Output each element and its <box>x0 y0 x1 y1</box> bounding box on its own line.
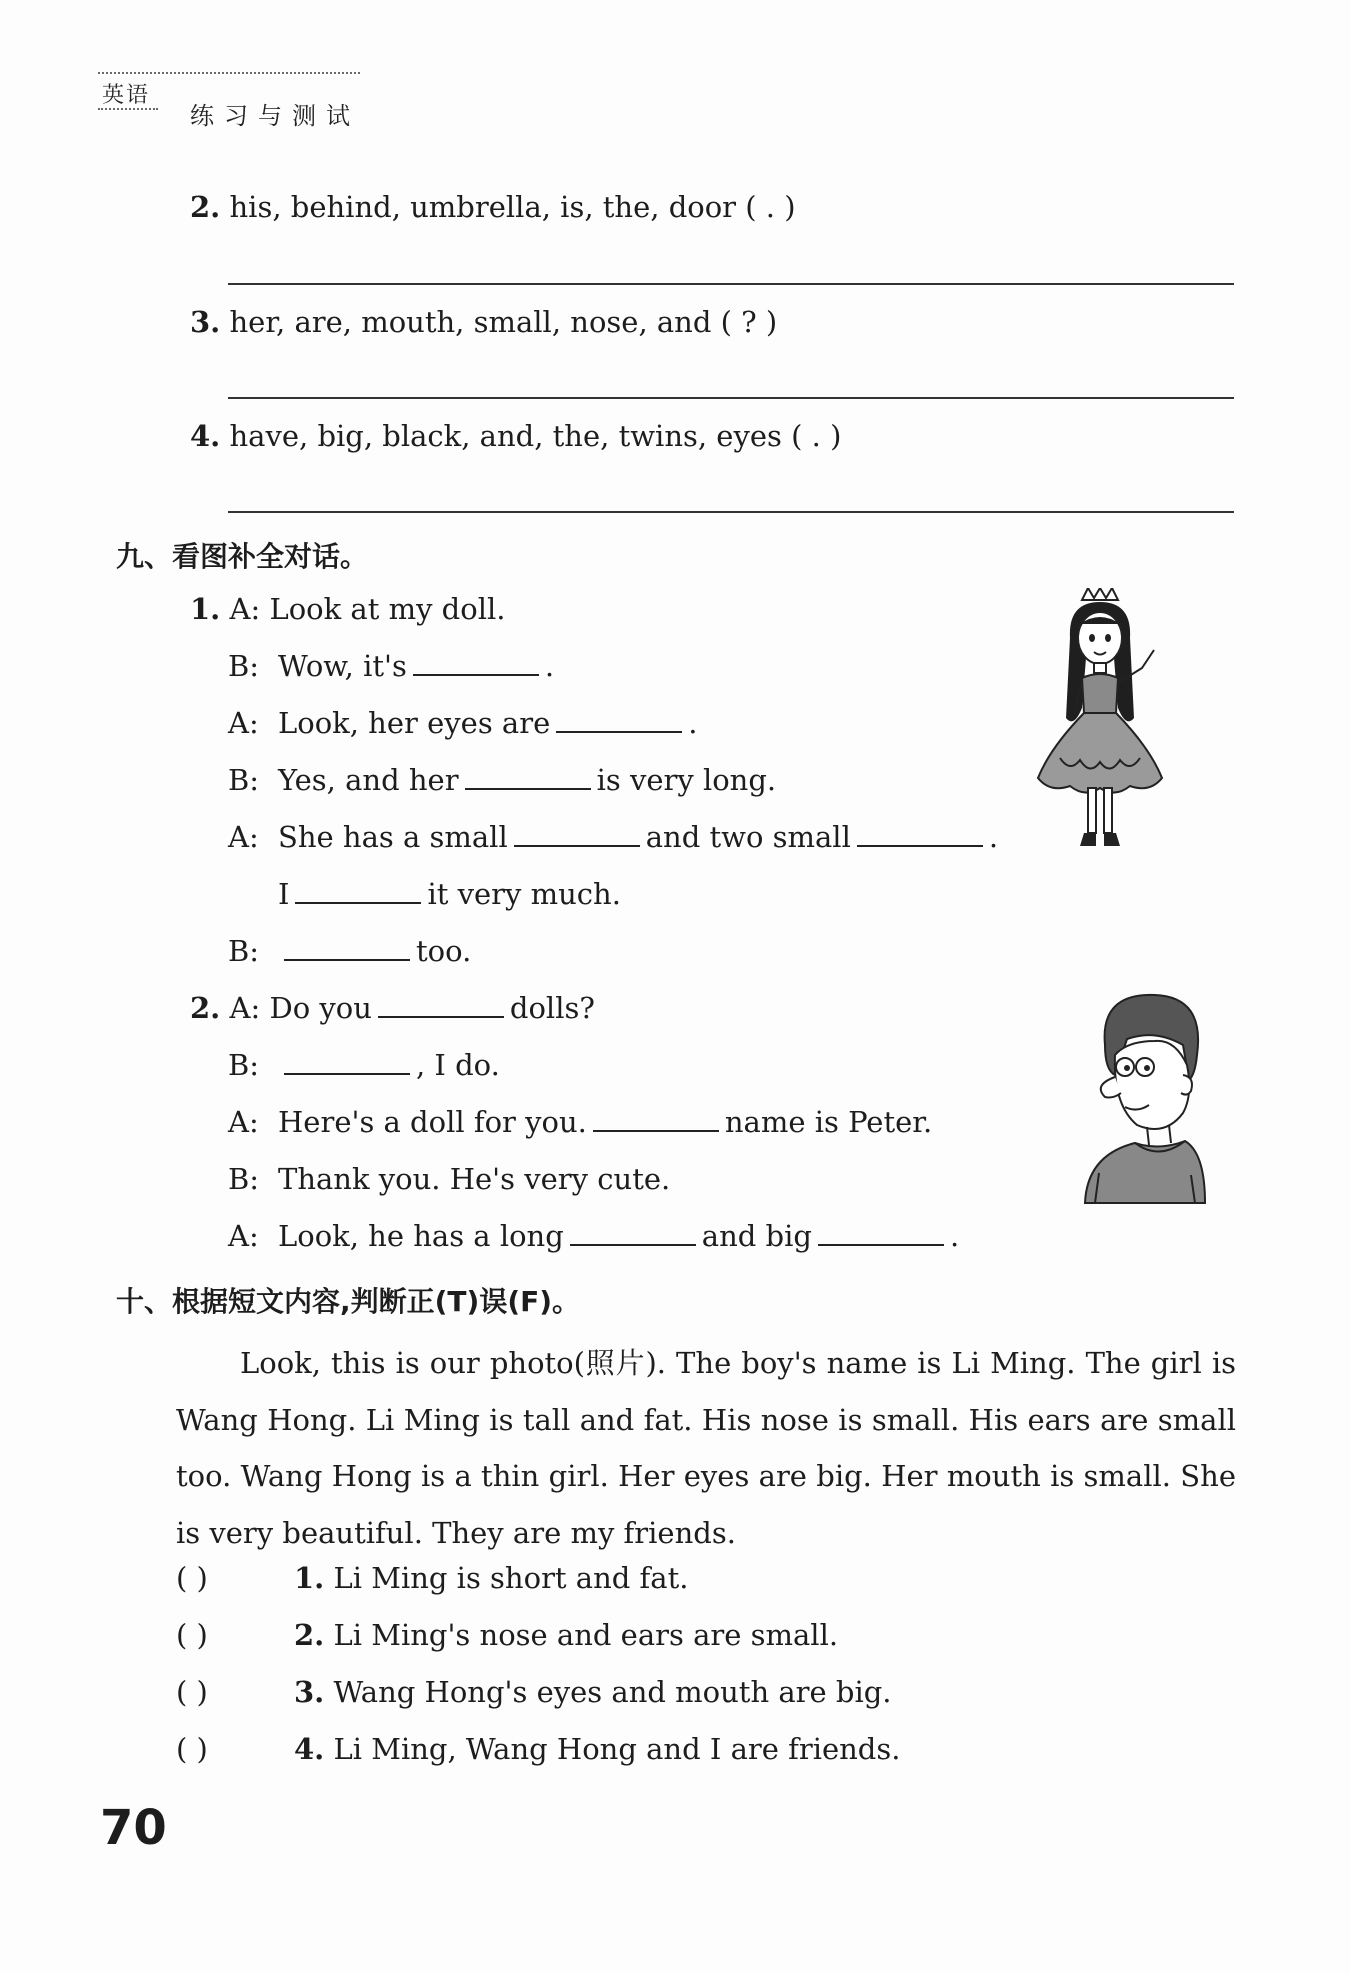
dialogue-2-line-4: B: Thank you. He's very cute. <box>228 1162 671 1196</box>
answer-parens[interactable]: ( ) <box>176 1732 208 1766</box>
blank[interactable] <box>818 1222 944 1246</box>
answer-line-4[interactable] <box>228 511 1234 513</box>
dialogue-1-line-7: B: too. <box>228 934 472 968</box>
dialogue-1-line-4: B: Yes, and her is very long. <box>228 763 777 797</box>
dialogue-2-line-5: A: Look, he has a long and big . <box>228 1219 960 1253</box>
judgment-item-1: ( ) 1. Li Ming is short and fat. <box>176 1561 689 1595</box>
answer-line-3[interactable] <box>228 397 1234 399</box>
header-book-title: 练习与测试 <box>190 102 360 130</box>
blank[interactable] <box>284 937 410 961</box>
header-subject: 英语 <box>102 83 151 108</box>
dialogue-1-line-3: A: Look, her eyes are . <box>228 706 698 740</box>
blank[interactable] <box>514 823 640 847</box>
dialogue-2-line-3: A: Here's a doll for you. name is Peter. <box>228 1105 933 1139</box>
section-10-title: 十、根据短文内容,判断正(T)误(F)。 <box>116 1285 581 1318</box>
section-9-title: 九、看图补全对话。 <box>116 540 369 573</box>
boy-doll-illustration <box>1065 985 1215 1205</box>
judgment-item-4: ( ) 4. Li Ming, Wang Hong and I are friends. <box>176 1732 901 1766</box>
dialogue-1-line-1: 1. A: Look at my doll. <box>190 592 506 626</box>
reorder-item-4: 4. have, big, black, and, the, twins, eyes ( . ) <box>190 419 842 453</box>
reorder-item-3: 3. her, are, mouth, small, nose, and ( ? ) <box>190 305 778 339</box>
judgment-item-3: ( ) 3. Wang Hong's eyes and mouth are big. <box>176 1675 892 1709</box>
blank[interactable] <box>284 1051 410 1075</box>
page-number: 70 <box>100 1800 167 1856</box>
dialogue-1-line-6: I it very much. <box>278 877 621 911</box>
reorder-item-2: 2. his, behind, umbrella, is, the, door ( . ) <box>190 190 796 224</box>
header-dotted-rule <box>98 72 360 74</box>
dialogue-2-line-2: B: , I do. <box>228 1048 500 1082</box>
blank[interactable] <box>295 880 421 904</box>
answer-parens[interactable]: ( ) <box>176 1561 208 1595</box>
reading-passage: Look, this is our photo(照片). The boy's name is Li Ming. The girl is Wang Hong. Li Ming is tall and fat. His nose is small. His ears are small too. Wang Hong is a thin girl. Her eyes are big. Her mouth is small. She is very beautiful. They are my friends. <box>176 1346 1236 1550</box>
answer-line-2[interactable] <box>228 283 1234 285</box>
blank[interactable] <box>413 652 539 676</box>
blank[interactable] <box>593 1108 719 1132</box>
blank[interactable] <box>556 709 682 733</box>
blank[interactable] <box>570 1222 696 1246</box>
dialogue-1-line-2: B: Wow, it's . <box>228 649 555 683</box>
judgment-item-2: ( ) 2. Li Ming's nose and ears are small. <box>176 1618 839 1652</box>
answer-parens[interactable]: ( ) <box>176 1618 208 1652</box>
dialogue-1-line-5: A: She has a small and two small . <box>228 820 999 854</box>
blank[interactable] <box>465 766 591 790</box>
blank[interactable] <box>378 994 504 1018</box>
doll-girl-illustration <box>1030 588 1170 853</box>
dialogue-2-line-1: 2. A: Do you dolls? <box>190 991 595 1025</box>
answer-parens[interactable]: ( ) <box>176 1675 208 1709</box>
blank[interactable] <box>857 823 983 847</box>
